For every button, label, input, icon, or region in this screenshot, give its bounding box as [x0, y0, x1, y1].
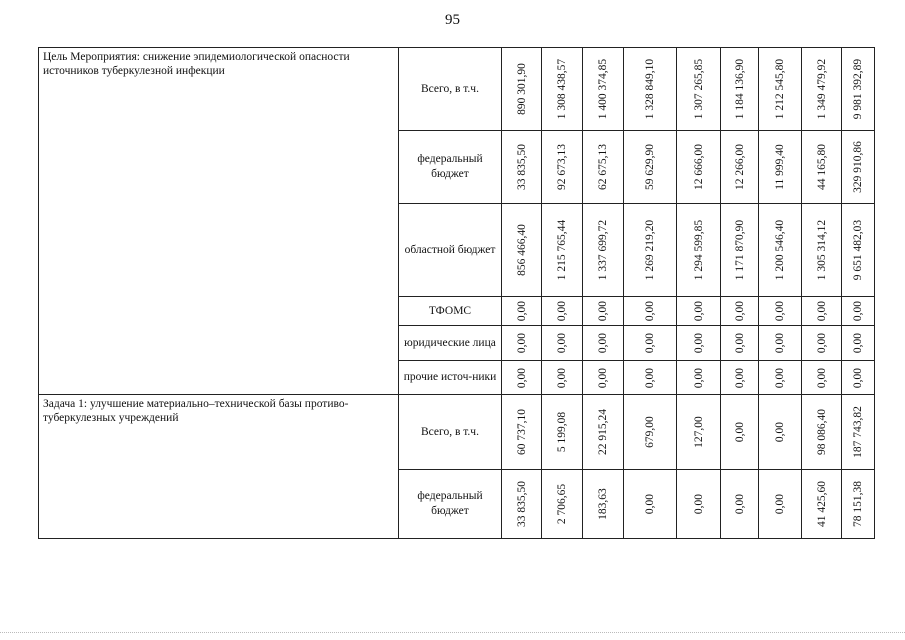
- value-text: 1 212 545,80: [774, 58, 786, 120]
- value-text: 0,00: [644, 300, 656, 322]
- value-cell: [759, 131, 802, 204]
- value-cell: [759, 297, 802, 326]
- value-cell: [502, 297, 542, 326]
- value-cell: [583, 326, 624, 361]
- value-cell: [759, 326, 802, 361]
- value-text: 890 301,90: [515, 63, 528, 115]
- value-text: 78 151,38: [852, 481, 864, 527]
- value-text: 1 200 546,40: [774, 219, 786, 281]
- funding-source: Всего, в т.ч.: [399, 395, 502, 470]
- value-text: 0,00: [815, 332, 828, 354]
- value-text: 1 269 219,20: [644, 219, 656, 281]
- value-cell: [624, 48, 677, 131]
- value-cell: [583, 204, 624, 297]
- value-cell: [542, 326, 583, 361]
- value-cell: [542, 297, 583, 326]
- value-text: 1 337 699,72: [597, 219, 609, 281]
- value-cell: [759, 361, 802, 395]
- value-text: 0,00: [852, 300, 864, 322]
- funding-source: федеральный бюджет: [399, 470, 502, 539]
- value-text: 1 328 849,10: [644, 58, 656, 120]
- value-cell: [583, 361, 624, 395]
- value-cell: [502, 131, 542, 204]
- value-text: 0,00: [774, 421, 786, 443]
- value-cell: [677, 470, 721, 539]
- value-cell: [677, 48, 721, 131]
- value-text: 59 629,90: [644, 144, 656, 190]
- value-cell: [677, 204, 721, 297]
- value-cell: [802, 204, 842, 297]
- value-cell: [624, 361, 677, 395]
- value-text: 0,00: [692, 332, 705, 354]
- value-cell: [721, 48, 759, 131]
- value-cell: [842, 361, 875, 395]
- funding-source: прочие источ-ники: [399, 361, 502, 395]
- value-cell: [842, 204, 875, 297]
- value-text: 1 184 136,90: [733, 58, 746, 120]
- value-cell: [542, 470, 583, 539]
- value-cell: [802, 48, 842, 131]
- value-text: 12 666,00: [692, 144, 705, 190]
- value-cell: [802, 131, 842, 204]
- section-title: Задача 1: улучшение материально–технической базы противо-туберкулезных учреждений: [39, 395, 399, 539]
- value-cell: [542, 395, 583, 470]
- value-text: 0,00: [644, 367, 656, 388]
- value-text: 44 165,80: [815, 144, 828, 190]
- funding-source: юридические лица: [399, 326, 502, 361]
- value-text: 9 651 482,03: [852, 219, 864, 281]
- value-cell: [542, 361, 583, 395]
- value-cell: [502, 395, 542, 470]
- value-text: 1 308 438,57: [556, 58, 568, 120]
- value-cell: [542, 131, 583, 204]
- section-title: Цель Мероприятия: снижение эпидемиологической опасности источников туберкулезной инфекции: [39, 48, 399, 395]
- value-cell: [802, 395, 842, 470]
- table-body: [39, 48, 875, 539]
- value-text: 0,00: [556, 367, 568, 388]
- value-cell: [502, 48, 542, 131]
- value-cell: [759, 48, 802, 131]
- funding-source: Всего, в т.ч.: [399, 48, 502, 131]
- value-text: 1 305 314,12: [815, 219, 828, 281]
- value-cell: [802, 361, 842, 395]
- value-cell: [677, 326, 721, 361]
- value-cell: [677, 361, 721, 395]
- value-text: 1 294 599,85: [692, 219, 705, 281]
- value-cell: [624, 204, 677, 297]
- value-cell: [721, 326, 759, 361]
- value-cell: [802, 470, 842, 539]
- value-text: 0,00: [692, 367, 705, 388]
- value-cell: [802, 326, 842, 361]
- value-text: 0,00: [733, 421, 746, 443]
- value-text: 0,00: [815, 367, 828, 388]
- value-text: 0,00: [733, 367, 746, 388]
- value-text: 11 999,40: [774, 144, 786, 190]
- value-text: 0,00: [556, 300, 568, 322]
- value-text: 0,00: [597, 300, 609, 322]
- value-cell: [624, 297, 677, 326]
- value-cell: [502, 470, 542, 539]
- value-text: 0,00: [597, 367, 609, 388]
- value-cell: [842, 395, 875, 470]
- value-text: 33 835,50: [515, 144, 528, 190]
- funding-source: областной бюджет: [399, 204, 502, 297]
- value-text: 0,00: [597, 332, 609, 354]
- value-text: 33 835,50: [515, 481, 528, 527]
- value-text: 183,63: [597, 488, 609, 520]
- value-cell: [842, 297, 875, 326]
- value-text: 329 910,86: [852, 141, 864, 193]
- value-cell: [721, 395, 759, 470]
- value-text: 0,00: [644, 332, 656, 354]
- value-text: 12 266,00: [733, 144, 746, 190]
- value-text: 0,00: [733, 300, 746, 322]
- value-text: 0,00: [815, 300, 828, 322]
- value-cell: [542, 48, 583, 131]
- value-cell: [624, 470, 677, 539]
- value-cell: [677, 395, 721, 470]
- value-cell: [842, 131, 875, 204]
- value-cell: [721, 204, 759, 297]
- value-cell: [759, 470, 802, 539]
- budget-table: [38, 47, 875, 539]
- page-edge-line: [0, 632, 905, 633]
- value-cell: [721, 470, 759, 539]
- value-text: 0,00: [692, 300, 705, 322]
- value-cell: [759, 204, 802, 297]
- page-number: 95: [445, 12, 460, 28]
- value-cell: [624, 131, 677, 204]
- value-text: 41 425,60: [815, 481, 828, 527]
- value-text: 1 349 479,92: [815, 58, 828, 120]
- value-cell: [677, 297, 721, 326]
- value-text: 9 981 392,89: [852, 58, 864, 120]
- value-cell: [802, 297, 842, 326]
- value-text: 22 915,24: [597, 409, 609, 455]
- value-cell: [842, 470, 875, 539]
- value-cell: [583, 395, 624, 470]
- value-text: 187 743,82: [852, 406, 864, 458]
- value-text: 0,00: [733, 332, 746, 354]
- value-text: 0,00: [515, 332, 528, 354]
- value-text: 679,00: [644, 416, 656, 448]
- value-text: 1 215 765,44: [556, 219, 568, 281]
- value-text: 0,00: [852, 367, 864, 388]
- value-cell: [842, 48, 875, 131]
- value-cell: [721, 361, 759, 395]
- value-text: 92 673,13: [556, 144, 568, 190]
- value-cell: [721, 297, 759, 326]
- value-text: 0,00: [692, 493, 705, 515]
- value-cell: [502, 204, 542, 297]
- value-text: 62 675,13: [597, 144, 609, 190]
- value-text: 0,00: [852, 332, 864, 354]
- value-text: 1 171 870,90: [733, 219, 746, 281]
- value-cell: [677, 131, 721, 204]
- value-text: 1 400 374,85: [597, 58, 609, 120]
- value-text: 0,00: [556, 332, 568, 354]
- value-text: 127,00: [692, 416, 705, 448]
- value-cell: [542, 204, 583, 297]
- value-text: 98 086,40: [815, 409, 828, 455]
- value-text: 1 307 265,85: [692, 58, 705, 120]
- value-text: 2 706,65: [556, 483, 568, 525]
- value-text: 0,00: [774, 300, 786, 322]
- value-text: 0,00: [515, 300, 528, 322]
- value-cell: [583, 470, 624, 539]
- value-cell: [583, 297, 624, 326]
- value-text: 0,00: [774, 367, 786, 388]
- value-cell: [583, 48, 624, 131]
- value-cell: [759, 395, 802, 470]
- value-cell: [721, 131, 759, 204]
- value-text: 0,00: [774, 493, 786, 515]
- value-text: 0,00: [644, 493, 656, 515]
- table-row: [39, 395, 875, 470]
- value-cell: [624, 326, 677, 361]
- value-text: 5 199,08: [556, 411, 568, 453]
- value-text: 60 737,10: [515, 409, 528, 455]
- value-text: 856 466,40: [515, 224, 528, 276]
- value-text: 0,00: [774, 332, 786, 354]
- table-row: [39, 48, 875, 131]
- funding-source: федеральный бюджет: [399, 131, 502, 204]
- value-cell: [502, 361, 542, 395]
- value-cell: [583, 131, 624, 204]
- value-text: 0,00: [733, 493, 746, 515]
- value-cell: [502, 326, 542, 361]
- funding-source: ТФОМС: [399, 297, 502, 326]
- value-cell: [842, 326, 875, 361]
- value-cell: [624, 395, 677, 470]
- value-text: 0,00: [515, 367, 528, 388]
